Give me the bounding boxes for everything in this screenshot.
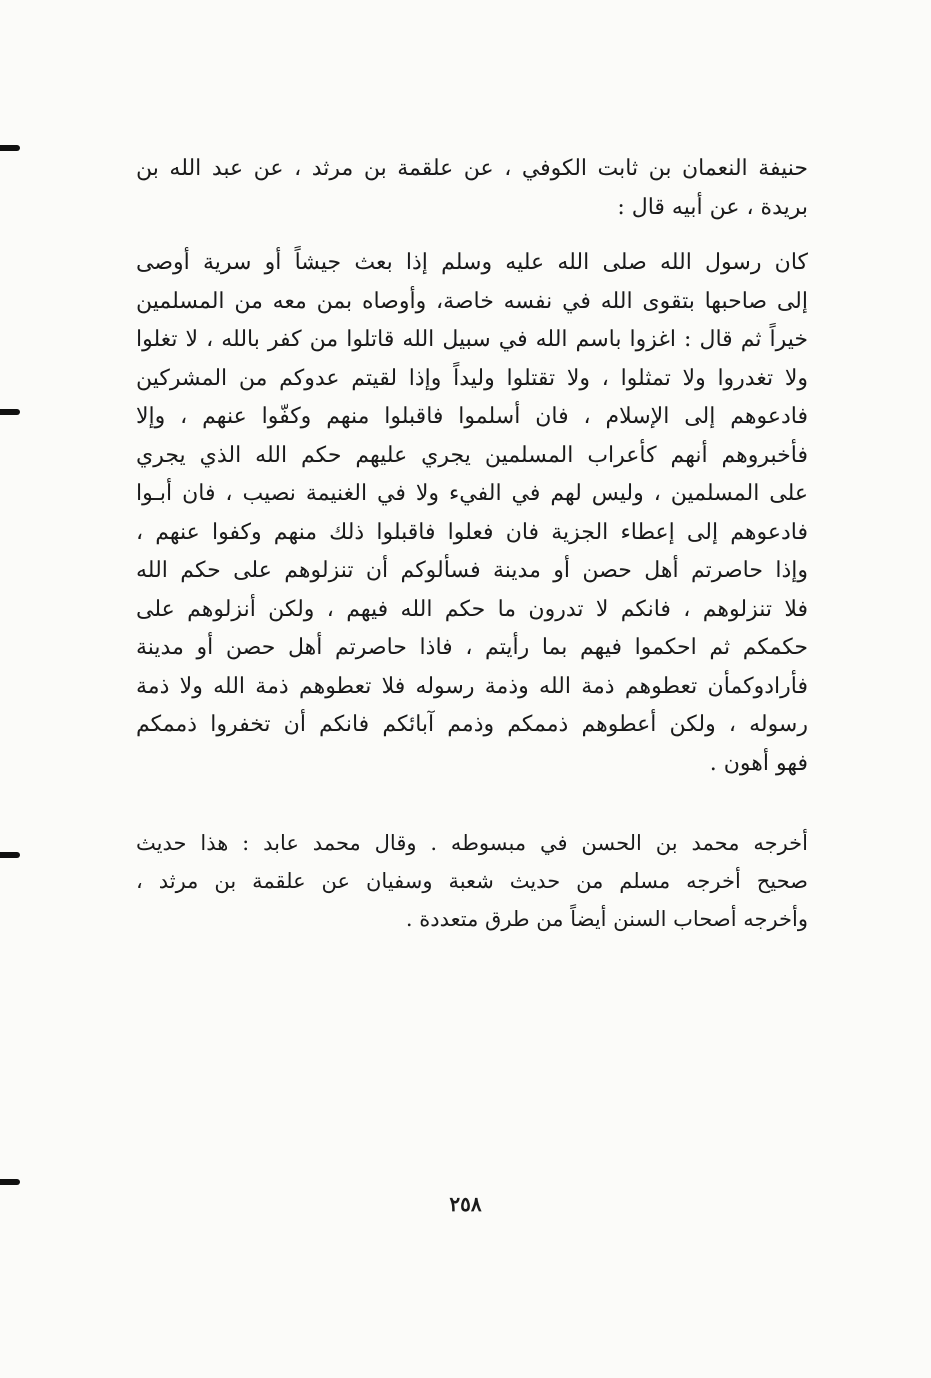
text-line: أخرجه محمد بن الحسن في مبسوطه . وقال محمد عابد : هذا حديث <box>136 831 808 855</box>
source-note-paragraph <box>136 824 808 938</box>
text-line: كان رسول الله صلى الله عليه وسلم إذا بعث جيشاً أو سرية أوصى <box>136 250 808 275</box>
text-line: خيراً ثم قال : اغزوا باسم الله في سبيل الله قاتلوا من كفر بالله ، لا تغلوا <box>136 327 808 352</box>
edge-mark <box>0 852 20 858</box>
edge-mark <box>0 409 20 415</box>
text-line: فادعوهم إلى إعطاء الجزية فان فعلوا فاقبلوا ذلك منهم وكفوا عنهم ، <box>136 519 808 545</box>
text-line: فلا تنزلوهم ، فانكم لا تدرون ما حكم الله فيهم ، ولكن أنزلوهم على <box>136 596 808 622</box>
intro-paragraph <box>136 150 808 227</box>
text-line: وإذا حاصرتم أهل حصن أو مدينة فسألوكم أن تنزلوهم على حكم الله <box>136 558 808 583</box>
text-line: فأرادوكمأن تعطوهم ذمة الله وذمة رسوله فلا تعطوهم ذمة الله ولا ذمة <box>136 673 808 699</box>
text-line: رسوله ، ولكن أعطوهم ذممكم وذمم آبائكم فانكم أن تخفروا ذممكم <box>136 712 808 737</box>
text-line: على المسلمين ، وليس لهم في الفيء ولا في الغنيمة نصيب ، فان أبـوا <box>136 481 808 506</box>
edge-mark <box>0 1179 20 1185</box>
text-line: فادعوهم إلى الإسلام ، فان أسلموا فاقبلوا منهم وكفّوا عنهم ، وإلا <box>136 404 808 429</box>
text-line: ولا تغدروا ولا تمثلوا ، ولا تقتلوا وليداً وإذا لقيتم عدوكم من المشركين <box>136 365 808 391</box>
text-line: فهو أهون . <box>709 750 808 776</box>
text-line: فأخبروهم أنهم كأعراب المسلمين يجري عليهم حكم الله الذي يجري <box>136 442 808 468</box>
edge-mark <box>0 145 20 151</box>
text-line: إلى صاحبها بتقوى الله في نفسه خاصة، وأوصاه بمن معه من المسلمين <box>136 288 808 314</box>
text-line: صحيح أخرجه مسلم من حديث شعبة وسفيان عن علقمة بن مرثد ، <box>136 869 808 893</box>
text-line: بريدة ، عن أبيه قال : <box>617 194 808 220</box>
text-line: حنيفة النعمان بن ثابت الكوفي ، عن علقمة بن مرثد ، عن عبد الله بن <box>136 156 808 181</box>
hadith-paragraph <box>136 244 808 783</box>
page-number: ٢٥٨ <box>449 1192 482 1216</box>
text-line: حكمكم ثم احكموا فيهم بما رأيتم ، فاذا حاصرتم أهل حصن أو مدينة <box>136 635 808 660</box>
text-line: وأخرجه أصحاب السنن أيضاً من طرق متعددة . <box>405 907 808 931</box>
